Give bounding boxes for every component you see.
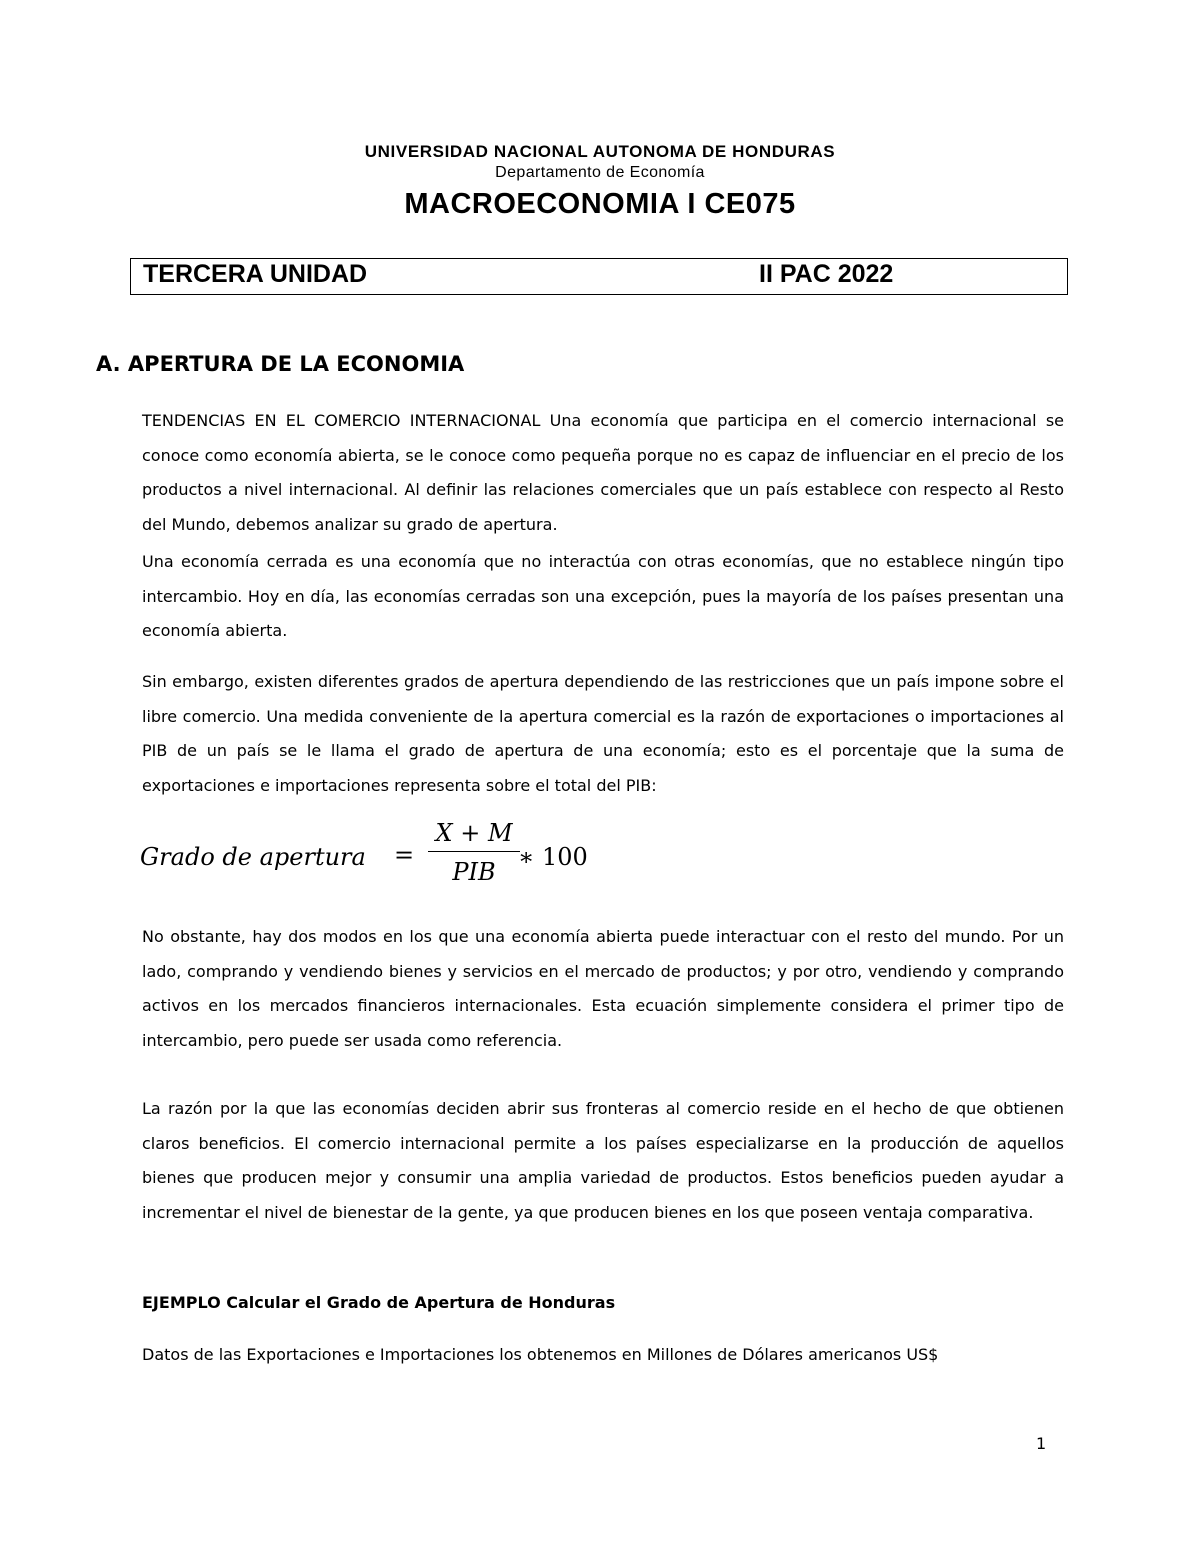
formula-equals: = <box>394 841 415 869</box>
paragraph-benefits: La razón por la que las economías deciden abrir sus fronteras al comercio reside en el hecho de que obtienen claros beneficios. El comercio internacional permite a los países especializarse en la producción de aquellos bienes que producen mejor y consumir una amplia variedad de productos. Estos beneficios pueden ayudar a incrementar el nivel de bienestar de la gente, ya que producen bienes en los que poseen ventaja comparativa. <box>142 1099 1064 1222</box>
openness-formula <box>140 815 600 895</box>
unit-box <box>130 258 1068 295</box>
paragraph-openness-degree: Sin embargo, existen diferentes grados de apertura dependiendo de las restricciones que un país impone sobre el libre comercio. Una medida conveniente de la apertura comercial es la razón de exportaciones o importaciones al PIB de un país se le llama el grado de apertura de una economía; esto es el porcentaje que la suma de exportaciones e importaciones representa sobre el total del PIB: <box>142 672 1064 795</box>
page-number: 1 <box>1036 1434 1047 1453</box>
university-name: UNIVERSIDAD NACIONAL AUTONOMA DE HONDURAS <box>364 142 836 161</box>
department-name: Departamento de Economía <box>495 164 705 181</box>
formula-denominator: PIB <box>452 858 496 886</box>
course-title: MACROECONOMIA I CE075 <box>404 188 796 220</box>
formula-fraction <box>422 815 526 888</box>
paragraph-data-source: Datos de las Exportaciones e Importaciones los obtenemos en Millones de Dólares americanos US$ <box>142 1345 939 1364</box>
unit-label: TERCERA UNIDAD <box>143 260 368 288</box>
formula-multiplier: ∗ 100 <box>518 843 588 871</box>
paragraph-closed-economy: Una economía cerrada es una economía que no interactúa con otras economías, que no establece ningún tipo intercambio. Hoy en día, las economías cerradas son una excepción, pues la mayoría de los países presentan una economía abierta. <box>142 552 1064 640</box>
example-heading: EJEMPLO Calcular el Grado de Apertura de Honduras <box>142 1293 616 1312</box>
section-title: A. APERTURA DE LA ECONOMIA <box>96 352 465 376</box>
paragraph-interaction-modes: No obstante, hay dos modos en los que una economía abierta puede interactuar con el resto del mundo. Por un lado, comprando y vendiendo bienes y servicios en el mercado de productos; y por otro, vendiendo y comprando activos en los mercados financieros internacionales. Esta ecuación simplemente considera el primer tipo de intercambio, pero puede ser usada como referencia. <box>142 927 1064 1050</box>
paragraph-trends: TENDENCIAS EN EL COMERCIO INTERNACIONAL Una economía que participa en el comercio internacional se conoce como economía abierta, se le conoce como pequeña porque no es capaz de influenciar en el precio de los productos a nivel internacional. Al definir las relaciones comerciales que un país establece con respecto al Resto del Mundo, debemos analizar su grado de apertura. <box>142 411 1064 534</box>
formula-numerator: X + M <box>435 819 513 847</box>
period-label: II PAC 2022 <box>759 260 894 288</box>
formula-lhs: Grado de apertura <box>140 843 366 871</box>
